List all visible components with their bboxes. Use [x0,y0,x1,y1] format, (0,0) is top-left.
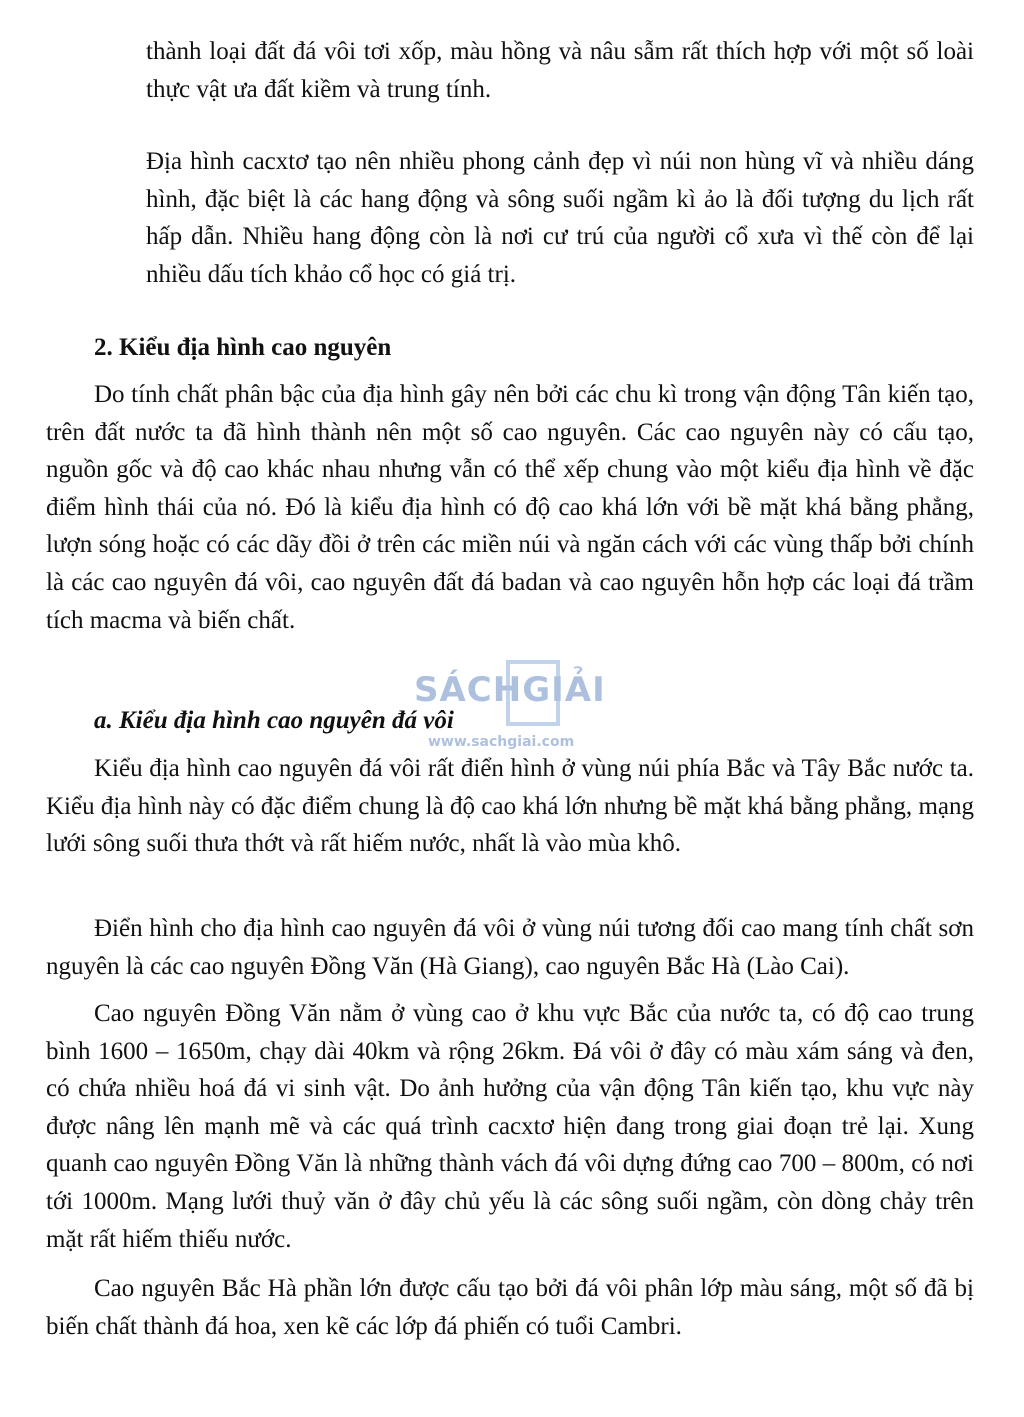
paragraph-plateau-intro: Do tính chất phân bậc của địa hình gây nên bởi các chu kì trong vận động Tân kiến tạo, trên đất nước ta đã hình thành nên một số cao nguyên. Các cao nguyên này có cấu tạo, nguồn gốc và độ cao khác nhau nhưng vẫn có thể xếp chung vào một kiểu địa hình về đặc điểm hình thái của nó. Đó là kiểu địa hình có độ cao khá lớn với bề mặt khá bằng phẳng, lượn sóng hoặc có các dãy đồi ở trên các miền núi và ngăn cách với các vùng thấp bởi chính là các cao nguyên đá vôi, cao nguyên đất đá badan và cao nguyên hỗn hợp các loại đá trầm tích macma và biến chất. [46,381,974,634]
paragraph-bac-ha: Cao nguyên Bắc Hà phần lớn được cấu tạo bởi đá vôi phân lớp màu sáng, một số đã bị biến chất thành đá hoa, xen kẽ các lớp đá phiến có tuổi Cambri. [46,1275,974,1340]
watermark-box-icon [506,660,560,726]
watermark-brand: SÁCHGIẢI [414,670,606,710]
section-heading-plateau: 2. Kiểu địa hình cao nguyên [94,334,392,361]
paragraph-karst-landscape: Địa hình cacxtơ tạo nên nhiều phong cảnh đẹp vì núi non hùng vĩ và nhiều dáng hình, đặc biệt là các hang động và sông suối ngầm kì ảo là đối tượng du lịch rất hấp dẫn. Nhiều hang động còn là nơi cư trú của người cổ xưa vì thế còn để lại nhiều dấu tích khảo cổ học có giá trị. [146,148,974,288]
paragraph-typical-plateaus: Điển hình cho địa hình cao nguyên đá vôi ở vùng núi tương đối cao mang tính chất sơn nguyên là các cao nguyên Đồng Văn (Hà Giang), cao nguyên Bắc Hà (Lào Cai). [46,915,974,980]
subsection-heading-limestone-plateau: a. Kiểu địa hình cao nguyên đá vôi [94,707,454,734]
paragraph-dong-van: Cao nguyên Đồng Văn nằm ở vùng cao ở khu vực Bắc của nước ta, có độ cao trung bình 1600 – 1650m, chạy dài 40km và rộng 26km. Đá vôi ở đây có màu xám sáng và đen, có chứa nhiều hoá đá vi sinh vật. Do ảnh hưởng của vận động Tân kiến tạo, khu vực này được nâng lên mạnh mẽ và các quá trình cacxtơ hiện đang trong giai đoạn trẻ lại. Xung quanh cao nguyên Đồng Văn là những thành vách đá vôi dựng đứng cao 700 – 800m, có nơi tới 1000m. Mạng lưới thuỷ văn ở đây chủ yếu là các sông suối ngầm, còn dòng chảy trên mặt rất hiếm thiếu nước. [46,1000,974,1253]
watermark-url: www.sachgiai.com [428,734,575,750]
paragraph-limestone-plateau: Kiểu địa hình cao nguyên đá vôi rất điển hình ở vùng núi phía Bắc và Tây Bắc nước ta. Kiểu địa hình này có đặc điểm chung là độ cao khá lớn nhưng bề mặt khá bằng phẳng, mạng lưới sông suối thưa thớt và rất hiếm nước, nhất là vào mùa khô. [46,755,974,858]
paragraph-soil-description: thành loại đất đá vôi tơi xốp, màu hồng và nâu sẫm rất thích hợp với một số loài thực vật ưa đất kiềm và trung tính. [146,38,974,103]
